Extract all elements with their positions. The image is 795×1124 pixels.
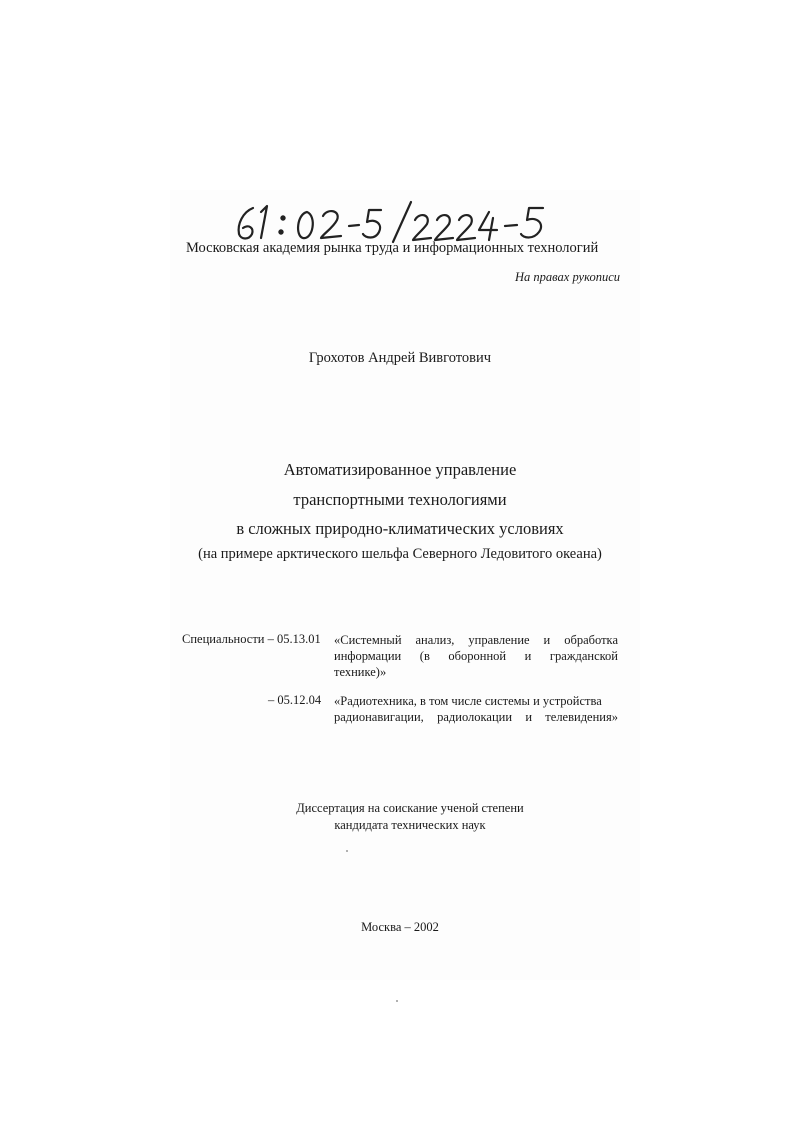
specialty-1-line-3: технике)»: [334, 665, 387, 679]
title-line-2: транспортными технологиями: [293, 490, 507, 509]
city-year: Москва – 2002: [361, 920, 439, 934]
handwritten-code: [225, 198, 555, 246]
specialty-2-code: – 05.12.04: [268, 693, 322, 707]
specialties-label: Специальности – 05.13.01: [182, 632, 321, 646]
degree-line-1: Диссертация на соискание ученой степени: [296, 801, 524, 815]
scan-speck: [346, 850, 348, 852]
specialty-1-line-2: информации (в оборонной и гражданской: [334, 649, 618, 663]
title-subtitle: (на примере арктического шельфа Северного Ледовитого океана): [198, 546, 602, 562]
specialty-1-line-1: «Системный анализ, управление и обработка: [334, 633, 618, 647]
scan-speck: [396, 1000, 398, 1002]
degree-statement: [200, 800, 620, 833]
manuscript-rights-note: На правах рукописи: [515, 270, 620, 284]
specialty-2-line-1: «Радиотехника, в том числе системы и устройства: [334, 694, 602, 708]
title-line-3: в сложных природно-климатических условиях: [236, 519, 564, 538]
degree-line-2: кандидата технических наук: [334, 817, 486, 832]
academy-name: Московская академия рынка труда и информационных технологий: [186, 240, 599, 256]
scanned-sheet: [170, 190, 640, 980]
title-line-1: Автоматизированное управление: [283, 460, 517, 479]
author-name: Грохотов Андрей Вивготович: [308, 350, 492, 366]
specialty-2-line-2: радионавигации, радиолокации и телевидения»: [334, 710, 618, 724]
